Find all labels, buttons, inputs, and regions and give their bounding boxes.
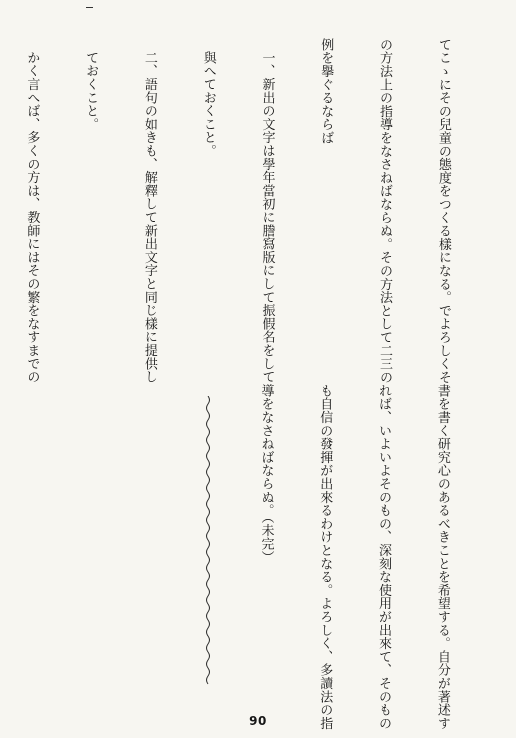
- text-line: ておくこと。: [83, 51, 99, 131]
- text-line: 與へておくこと。: [200, 51, 216, 158]
- text-line: 書を書く研究心のあるべきことを希望する。自分が著述す: [434, 384, 450, 730]
- text-line: 一、新出の文字は學年當初に謄寫版にして振假名をして: [259, 51, 275, 384]
- text-line: 導をなさねばならぬ。（未完）: [258, 384, 274, 564]
- upper-text-block: [0, 38, 492, 384]
- text-line: 二、語句の如きも、解釋して新出文字と同じ樣に提供し: [141, 51, 157, 384]
- text-line: も自信の發揮が出來るわけとなる。よろしく、多讀法の指: [317, 384, 333, 730]
- text-line: 例を擧ぐるならば: [318, 38, 334, 145]
- corner-mark: [86, 7, 93, 8]
- page-number: 90: [249, 714, 267, 728]
- text-line: れば、いよいよそのもの、深刻な使用が出來て、そのもの: [376, 384, 392, 730]
- text-line: かく言へば、多くの方は、教師にはその繁をなすまでの: [24, 51, 40, 384]
- text-line: の方法上の指導をなさねばならぬ。その方法として二三の: [377, 38, 393, 384]
- wavy-separator-line: [204, 396, 212, 686]
- text-line: てこゝにその兒童の態度をつくる樣になる。でよろしくそ: [435, 38, 451, 384]
